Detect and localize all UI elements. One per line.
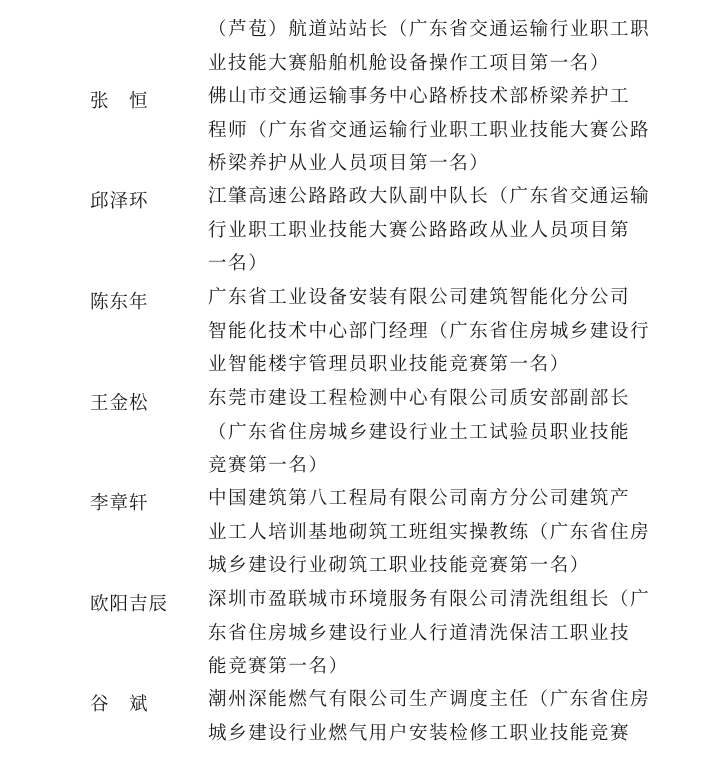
entry-description: [208, 80, 651, 181]
description-line: （广东省住房城乡建设行业土工试验员职业技能: [208, 421, 631, 443]
entry-description: [208, 13, 651, 80]
description-line: 能竞赛第一名）: [208, 656, 349, 677]
description-line: 中国建筑第八工程局有限公司南方分公司建筑产: [208, 488, 631, 509]
entry-description: [208, 482, 651, 583]
description-line: 潮州深能燃气有限公司生产调度主任（广东省住房: [208, 689, 651, 710]
person-name: 张 恒: [90, 91, 149, 112]
description-line: （芦苞）航道站站长（广东省交通运输行业职工职: [208, 19, 651, 40]
description-line: 业工人培训基地砌筑工班组实操教练（广东省住房: [208, 521, 651, 543]
entry-description: [208, 382, 631, 483]
description-line: 一名）: [208, 253, 269, 274]
description-line: 业智能楼宇管理员职业技能竞赛第一名）: [208, 354, 570, 375]
description-line: 东莞市建设工程检测中心有限公司质安部副部长: [208, 388, 631, 409]
description-line: 广东省工业设备安装有限公司建筑智能化分公司: [208, 287, 631, 308]
description-line: 竞赛第一名）: [208, 455, 329, 476]
person-name: 欧阳吉辰: [90, 594, 169, 615]
description-line: 行业职工职业技能大赛公路路政从业人员项目第: [208, 219, 631, 241]
person-name: 邱泽环: [90, 191, 149, 212]
description-line: 智能化技术中心部门经理（广东省住房城乡建设行: [208, 320, 651, 342]
description-line: 城乡建设行业砌筑工职业技能竞赛第一名）: [208, 555, 590, 576]
entry-description: [208, 583, 651, 684]
description-line: 深圳市盈联城市环境服务有限公司清洗组组长（广: [208, 589, 651, 610]
description-line: 程师（广东省交通运输行业职工职业技能大赛公路: [208, 119, 651, 141]
description-line: 城乡建设行业燃气用户安装检修工职业技能竞赛: [208, 722, 631, 744]
description-line: 江肇高速公路路政大队副中队长（广东省交通运输: [208, 186, 651, 207]
person-name: 谷 斌: [90, 694, 149, 715]
description-line: 业技能大赛船舶机舱设备操作工项目第一名）: [208, 52, 611, 74]
description-line: 桥梁养护从业人员项目第一名）: [208, 153, 490, 174]
entry-description: [208, 180, 651, 281]
person-name: 王金松: [90, 393, 149, 414]
entry-description: [208, 281, 651, 382]
entry-description: [208, 683, 651, 750]
description-line: 佛山市交通运输事务中心路桥技术部桥梁养护工: [208, 86, 631, 107]
person-name: 李章轩: [90, 493, 149, 514]
person-name: 陈东年: [90, 292, 149, 313]
description-line: 东省住房城乡建设行业人行道清洗保洁工职业技: [208, 622, 631, 644]
